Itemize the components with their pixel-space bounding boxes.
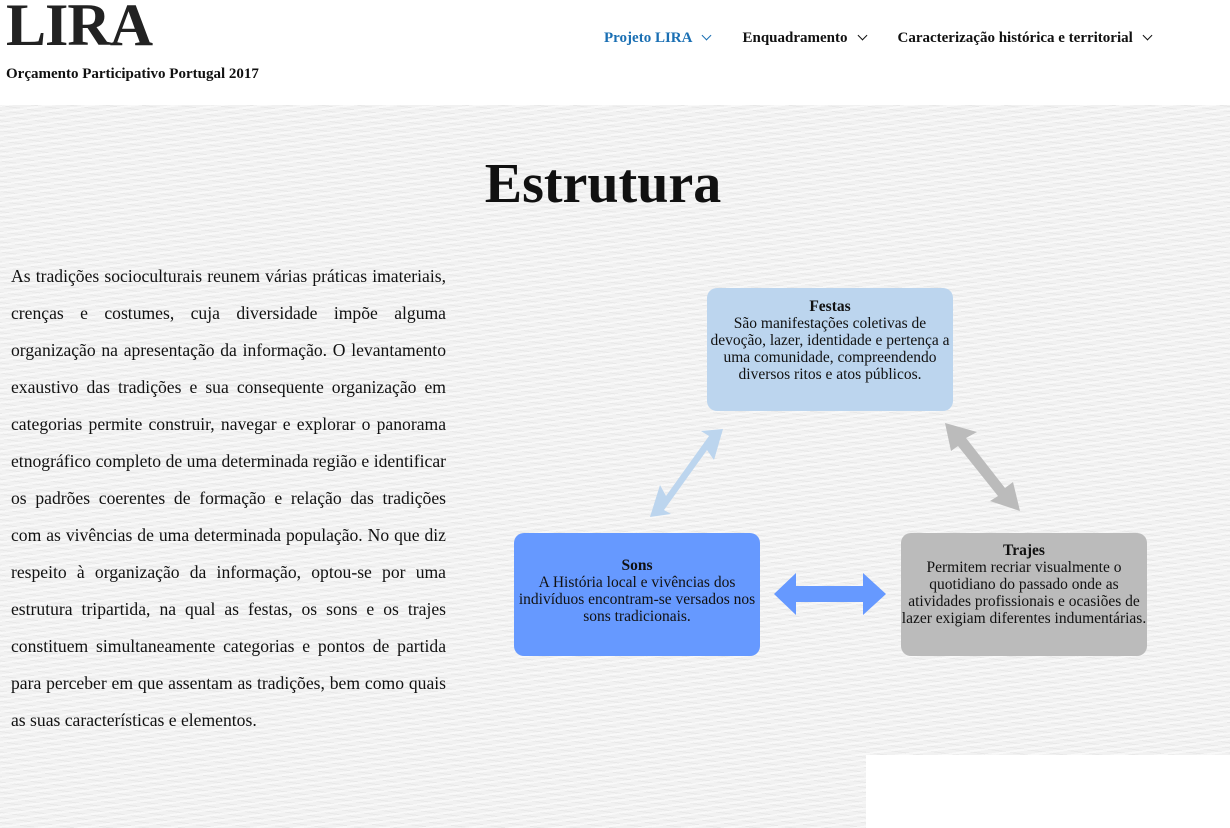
trajes-text: Permitem recriar visualmente o quotidiano do passado onde as atividades profissionais e ocasiões de lazer exigiam diferentes indumentárias. [901, 559, 1147, 627]
diagram-arrows [0, 105, 1230, 828]
blank-panel [866, 755, 1230, 828]
site-tagline: Orçamento Participativo Portugal 2017 [6, 66, 259, 82]
site-logo[interactable]: LIRA [6, 0, 153, 58]
nav-item-projeto-lira[interactable] [604, 28, 710, 48]
page-title: Estrutura [484, 153, 722, 215]
nav-item-label: Caracterização histórica e territorial [897, 29, 1133, 46]
festas-title: Festas [809, 298, 851, 315]
site-header [0, 0, 1230, 105]
festas-text: São manifestações coletivas de devoção, lazer, identidade e pertença a uma comunidade, compreendendo diversos ritos e atos públicos. [710, 315, 950, 383]
festas-box [707, 288, 953, 411]
chevron-down-icon [857, 31, 867, 41]
arrow-festas-trajes [945, 423, 1020, 511]
nav-item-label: Projeto LIRA [604, 29, 693, 46]
trajes-title: Trajes [1003, 542, 1045, 559]
sons-box [514, 533, 760, 656]
structure-diagram [0, 105, 1230, 828]
chevron-down-icon [1142, 31, 1152, 41]
nav-item-label: Enquadramento [742, 29, 848, 46]
nav-item-caracterizacao[interactable] [898, 28, 1151, 48]
sons-title: Sons [621, 557, 653, 574]
main-content [0, 105, 1230, 828]
trajes-box [901, 533, 1147, 656]
chevron-down-icon [702, 31, 712, 41]
main-nav [604, 28, 1183, 48]
body-paragraph: As tradições socioculturais reunem várias práticas imateriais, crenças e costumes, cuja diversidade impõe alguma organização na apresentação da informação. O levantamento exaustivo das tradições e sua consequente organização em categorias permite construir, navegar e explorar o panorama etnográfico completo de uma determinada região e identificar os padrões coerentes de formação e relação das tradições com as vivências de uma determinada população. No que diz respeito à organização da informação, optou-se por uma estrutura tripartida, na qual as festas, os sons e os trajes constituem simultaneamente categorias e pontos de partida para perceber em que assentam as tradições, bem como quais as suas características e elementos. [11, 266, 446, 730]
sons-text: A História local e vivências dos indivíduos encontram-se versados nos sons tradicionais. [518, 574, 756, 625]
nav-item-enquadramento[interactable] [742, 28, 865, 48]
arrow-festas-sons [650, 429, 723, 517]
arrow-sons-trajes [774, 573, 886, 615]
